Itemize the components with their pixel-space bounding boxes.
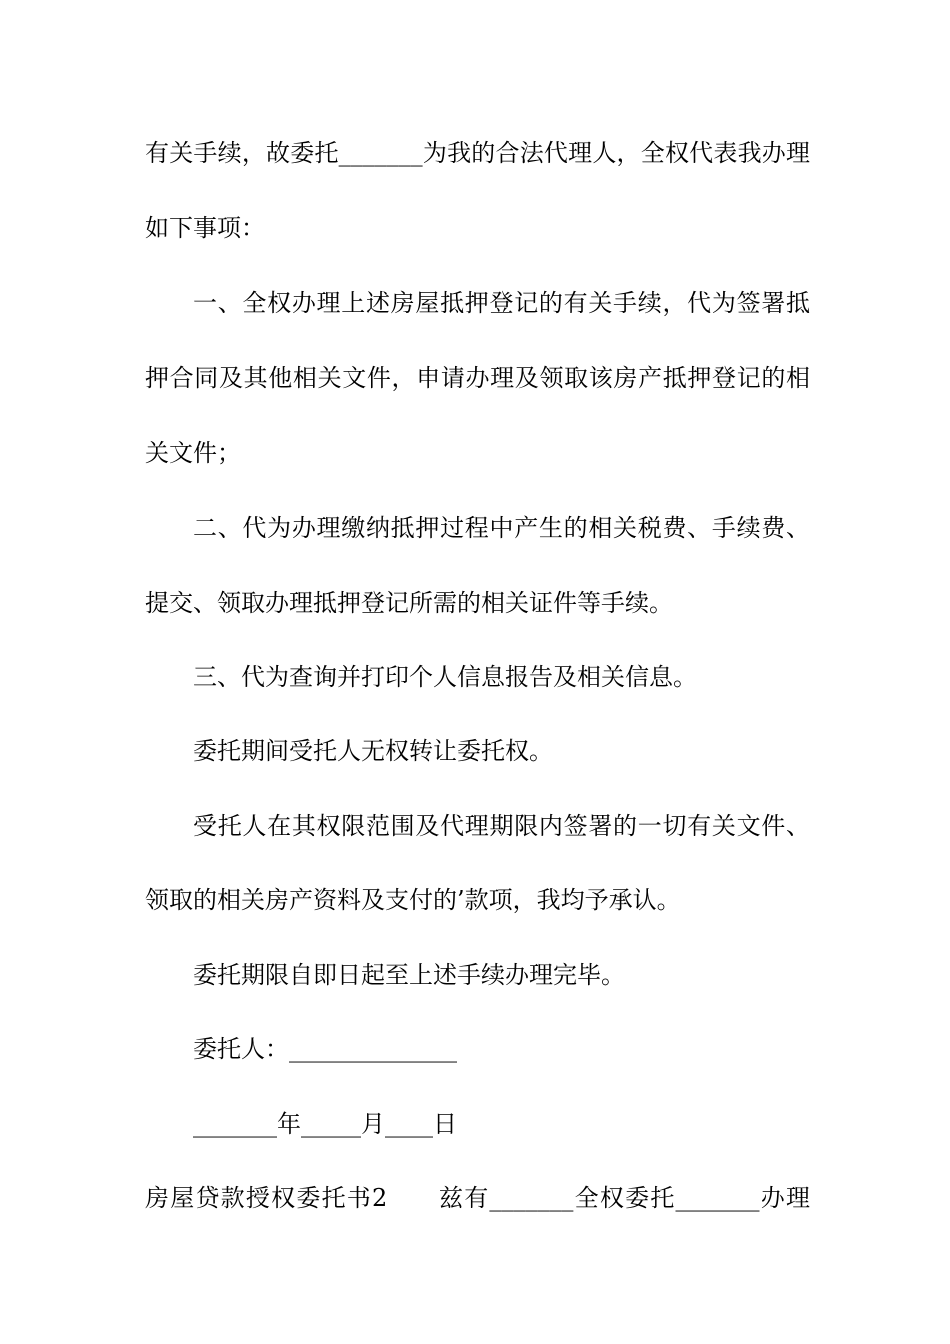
section-heading-line: 房屋贷款授权委托书2 兹有_______全权委托_______办理: [145, 1184, 810, 1212]
date-line: _______年_____月____日: [193, 1110, 457, 1138]
list-item-3-line: 三、代为查询并打印个人信息报告及相关信息。: [193, 663, 697, 691]
list-item-2-line: 提交、领取办理抵押登记所需的相关证件等手续。: [145, 589, 673, 617]
list-item-2-line: 二、代为办理缴纳抵押过程中产生的相关税费、手续费、: [193, 514, 810, 542]
paragraph-line: 受托人在其权限范围及代理期限内签署的一切有关文件、: [193, 812, 810, 840]
paragraph-line: 委托期限自即日起至上述手续办理完毕。: [193, 961, 625, 989]
list-item-1-line: 一、全权办理上述房屋抵押登记的有关手续，代为签署抵: [193, 289, 810, 317]
list-item-1-line: 押合同及其他相关文件，申请办理及领取该房产抵押登记的相: [145, 364, 810, 392]
list-item-1-line: 关文件；: [145, 439, 241, 467]
paragraph-line: 有关手续，故委托_______为我的合法代理人，全权代表我办理: [145, 139, 810, 167]
paragraph-line: 领取的相关房产资料及支付的’款项，我均予承认。: [145, 886, 681, 914]
paragraph-line: 如下事项：: [145, 214, 265, 242]
paragraph-line: 委托期间受托人无权转让委托权。: [193, 737, 553, 765]
signature-line: 委托人：______________: [193, 1035, 457, 1063]
